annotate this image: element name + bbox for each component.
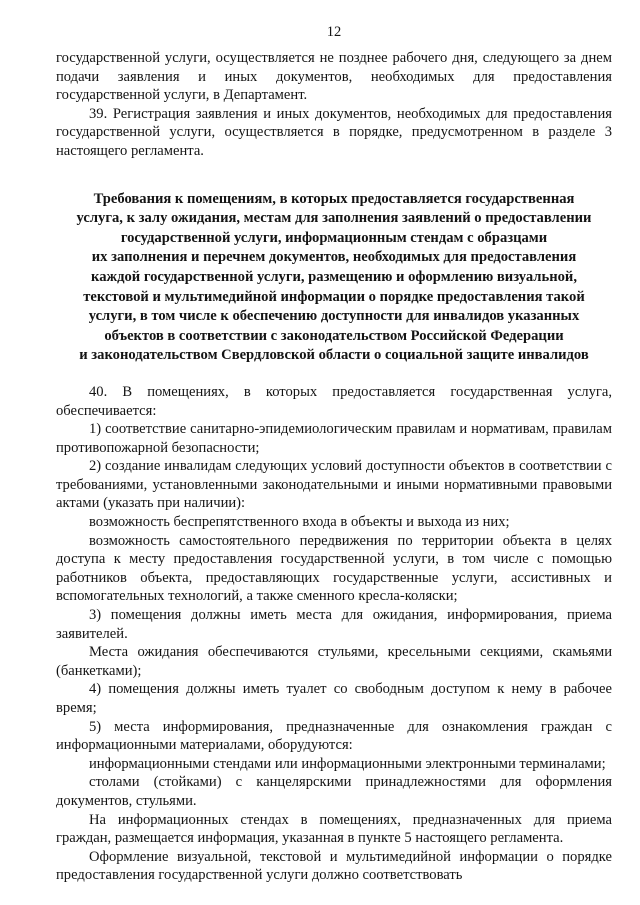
info-stands-paragraph: На информационных стендах в помещениях, предназначенных для приема граждан, размещается информация, указанная в пункте 5 настоящего регламента. [56,811,612,847]
heading-line: текстовой и мультимедийной информации о порядке предоставления такой [83,288,585,305]
heading-line: Требования к помещениям, в которых предоставляется государственная [93,190,575,207]
heading-line: государственной услуги, информационным стендам с образцами [120,229,548,246]
list-subitem-entry-access: возможность беспрепятственного входа в объекты и выхода из них; [89,514,510,531]
heading-line: услуги, в том числе к обеспечению доступности для инвалидов указанных [88,308,580,325]
heading-line: каждой государственной услуги, размещению и оформлению визуальной, [91,268,577,285]
continuation-paragraph: государственной услуги, осуществляется не позднее рабочего дня, следующего за днем подачи заявления и иных документов, необходимых для предоставления государственной услуги, в Департамент. [56,50,612,104]
section-heading [56,190,612,366]
document-page [56,24,612,885]
list-subitem-movement: возможность самостоятельного передвижения по территории объекта в целях доступа к месту предоставления государственной услуги, в том числе с помощью работников объекта, предоставляющих государственные услуги, ассистивных и вспомогательных технологий, а также сменного кресла-коляски; [56,532,612,605]
heading-line: и законодательством Свердловской области о социальной защите инвалидов [79,347,589,364]
heading-line: их заполнения и перечнем документов, необходимых для предоставления [91,249,577,266]
list-item-5: 5) места информирования, предназначенные для ознакомления граждан с информационными материалами, оборудуются: [56,718,612,754]
list-subitem-tables: столами (стойками) с канцелярскими принадлежностями для оформления документов, стульями. [56,774,612,809]
waiting-places-paragraph: Места ожидания обеспечиваются стульями, кресельными секциями, скамьями (банкетками); [56,644,612,679]
list-item-4: 4) помещения должны иметь туалет со свободным доступом к нему в рабочее время; [56,681,612,716]
paragraph-39: 39. Регистрация заявления и иных документов, необходимых для предоставления государственной услуги, осуществляется в порядке, предусмотренном в разделе 3 настоящего регламента. [56,105,612,159]
heading-line: услуга, к залу ожидания, местам для заполнения заявлений о предоставлении [76,210,592,227]
list-subitem-stands: информационными стендами или информационными электронными терминалами; [89,755,606,772]
heading-line: объектов в соответствии с законодательством Российской Федерации [104,327,564,344]
paragraph-40: 40. В помещениях, в которых предоставляется государственная услуга, обеспечивается: [56,383,612,419]
list-item-2: 2) создание инвалидам следующих условий доступности объектов в соответствии с требованиями, установленными законодательными и иными нормативными правовыми актами (указать при наличии): [56,458,612,512]
design-requirements-paragraph: Оформление визуальной, текстовой и мультимедийной информации о порядке предоставления государственной услуги должно соответствовать [56,848,612,884]
list-item-1: 1) соответствие санитарно-эпидемиологическим правилам и нормативам, правилам противопожарной безопасности; [56,421,612,456]
list-item-3: 3) помещения должны иметь места для ожидания, информирования, приема заявителей. [56,607,612,642]
page-number: 12 [326,24,342,40]
